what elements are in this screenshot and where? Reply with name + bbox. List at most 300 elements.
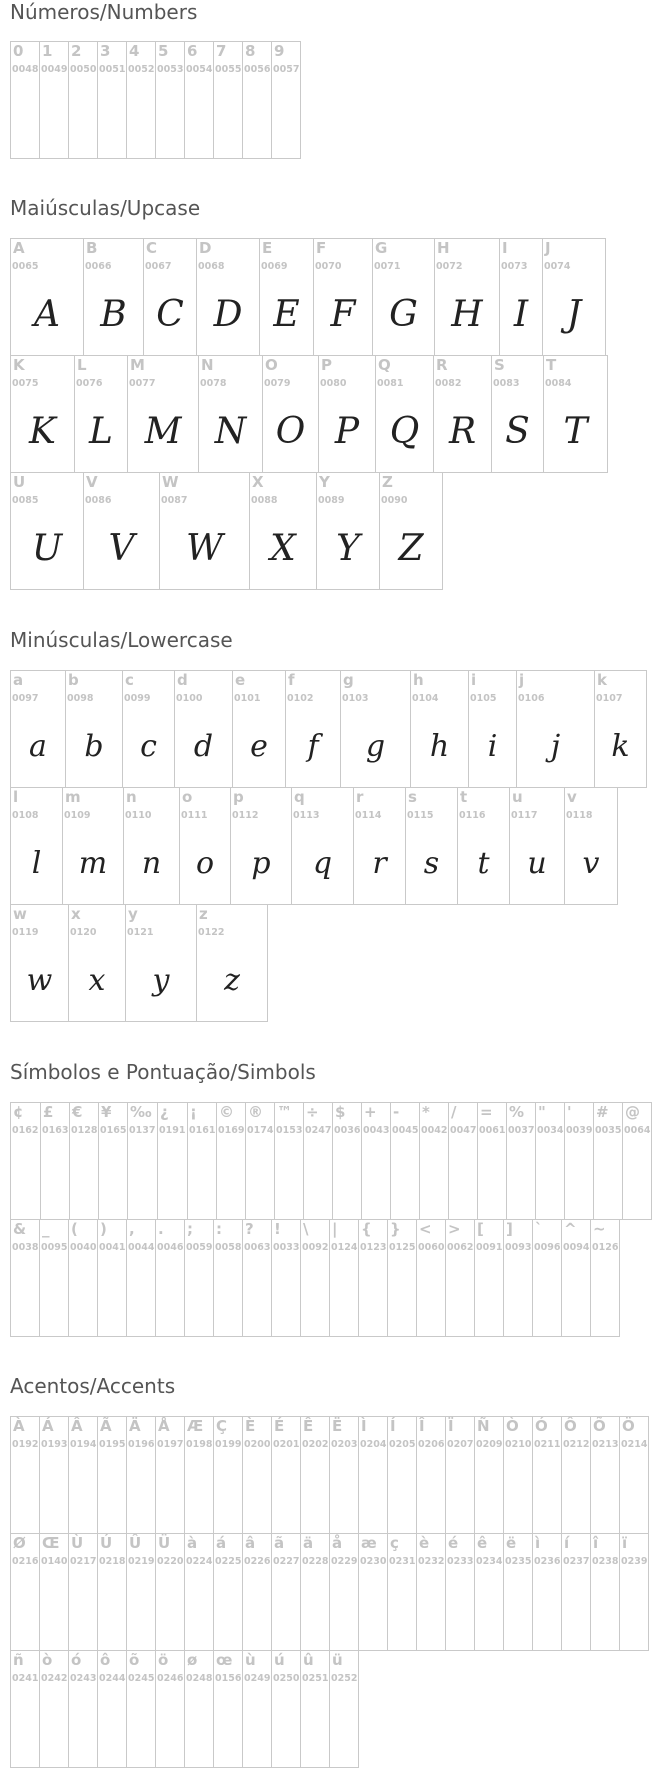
- glyph-code-label: 0213: [592, 1439, 619, 1450]
- glyph-cell: [122, 670, 175, 788]
- glyph-char-label: P: [321, 356, 332, 374]
- glyph-code-label: 0082: [435, 378, 462, 389]
- glyph-cell: [65, 670, 123, 788]
- glyph-cell: [187, 1102, 217, 1220]
- glyph-code-label: 0116: [459, 810, 486, 821]
- glyph-char-label: ô: [100, 1651, 111, 1669]
- glyph-code-label: 0075: [12, 378, 39, 389]
- glyph-char-label: \: [303, 1220, 309, 1238]
- glyph-cell: [184, 1219, 214, 1337]
- glyph-cell: [10, 787, 63, 905]
- glyph-sample: S: [505, 411, 530, 452]
- glyph-sample: K: [29, 411, 56, 452]
- glyph-code-label: 0238: [592, 1556, 619, 1567]
- glyph-code-label: 0156: [215, 1673, 242, 1684]
- glyph-char-label: û: [303, 1651, 314, 1669]
- glyph-char-label: 6: [187, 42, 198, 60]
- glyph-code-label: 0069: [261, 261, 288, 272]
- glyph-cell: [155, 1416, 185, 1534]
- glyph-code-label: 0046: [157, 1242, 184, 1253]
- glyph-char-label: ;: [187, 1220, 193, 1238]
- glyph-cell: [143, 238, 197, 356]
- section-title-symbols: Símbolos e Pontuação/Simbols: [10, 1060, 316, 1084]
- glyph-char-label: V: [86, 473, 98, 491]
- glyph-code-label: 0211: [534, 1439, 561, 1450]
- glyph-char-label: %: [509, 1103, 525, 1121]
- glyph-cell: [69, 1102, 99, 1220]
- glyph-cell: [593, 1102, 623, 1220]
- glyph-char-label: u: [512, 788, 523, 806]
- glyph-code-label: 0202: [302, 1439, 329, 1450]
- glyph-char-label: z: [199, 905, 208, 923]
- glyph-cell: [329, 1219, 359, 1337]
- glyph-cell: [448, 1102, 478, 1220]
- glyph-cell: [313, 238, 373, 356]
- glyph-code-label: 0104: [412, 693, 439, 704]
- glyph-char-label: S: [494, 356, 505, 374]
- glyph-char-label: ÷: [306, 1103, 319, 1121]
- section-title-lowercase: Minúsculas/Lowercase: [10, 628, 233, 652]
- glyph-code-label: 0058: [215, 1242, 242, 1253]
- glyph-code-label: 0122: [198, 927, 225, 938]
- glyph-char-label: |: [332, 1220, 338, 1238]
- glyph-cell: [622, 1102, 652, 1220]
- glyph-code-label: 0191: [159, 1125, 186, 1136]
- glyph-cell: [97, 1650, 127, 1768]
- glyph-cell: [196, 238, 260, 356]
- glyph-code-label: 0126: [592, 1242, 619, 1253]
- glyph-cell: [564, 787, 618, 905]
- glyph-code-label: 0244: [99, 1673, 126, 1684]
- glyph-code-label: 0087: [161, 495, 188, 506]
- glyph-sample: y: [152, 963, 170, 998]
- glyph-code-label: 0054: [186, 64, 213, 75]
- glyph-char-label: Æ: [187, 1417, 204, 1435]
- glyph-cell: [509, 787, 565, 905]
- glyph-code-label: 0153: [276, 1125, 303, 1136]
- glyph-cell: [213, 41, 243, 159]
- glyph-code-label: 0072: [436, 261, 463, 272]
- glyph-code-label: 0206: [418, 1439, 445, 1450]
- glyph-cell: [340, 670, 411, 788]
- glyph-code-label: 0102: [287, 693, 314, 704]
- glyph-code-label: 0237: [563, 1556, 590, 1567]
- glyph-sample: o: [195, 846, 215, 881]
- glyph-code-label: 0073: [501, 261, 528, 272]
- glyph-code-label: 0227: [273, 1556, 300, 1567]
- glyph-code-label: 0097: [12, 693, 39, 704]
- glyph-char-label: >: [448, 1220, 461, 1238]
- glyph-char-label: 1: [42, 42, 53, 60]
- glyph-cell: [157, 1102, 188, 1220]
- glyph-code-label: 0219: [128, 1556, 155, 1567]
- glyph-char-label: ç: [390, 1534, 399, 1552]
- glyph-code-label: 0201: [273, 1439, 300, 1450]
- glyph-sample: D: [213, 294, 243, 335]
- glyph-char-label: r: [356, 788, 364, 806]
- glyph-cell: [230, 787, 292, 905]
- glyph-cell: [477, 1102, 507, 1220]
- glyph-char-label: ö: [158, 1651, 169, 1669]
- glyph-cell: [184, 41, 214, 159]
- glyph-char-label: ê: [477, 1534, 488, 1552]
- glyph-cell: [155, 1650, 185, 1768]
- glyph-cell: [97, 41, 127, 159]
- glyph-code-label: 0124: [331, 1242, 358, 1253]
- glyph-code-label: 0103: [342, 693, 369, 704]
- glyph-cell: [468, 670, 517, 788]
- glyph-cell: [271, 1219, 301, 1337]
- glyph-cell: [184, 1416, 214, 1534]
- glyph-code-label: 0057: [273, 64, 300, 75]
- glyph-char-label: Û: [129, 1534, 142, 1552]
- glyph-code-label: 0169: [218, 1125, 245, 1136]
- glyph-sample: r: [372, 846, 387, 881]
- glyph-char-label: &: [13, 1220, 27, 1238]
- glyph-char-label: Ö: [622, 1417, 635, 1435]
- glyph-cell: [39, 1219, 69, 1337]
- glyph-char-label: ®: [248, 1103, 263, 1121]
- glyph-cell: [358, 1219, 388, 1337]
- glyph-char-label: õ: [129, 1651, 140, 1669]
- glyph-char-label: K: [13, 356, 25, 374]
- glyph-char-label: Ï: [448, 1417, 454, 1435]
- glyph-char-label: ™: [277, 1103, 292, 1121]
- glyph-code-label: 0233: [447, 1556, 474, 1567]
- glyph-cell: [242, 41, 272, 159]
- glyph-char-label: g: [343, 671, 354, 689]
- glyph-cell: [387, 1416, 417, 1534]
- glyph-code-label: 0236: [534, 1556, 561, 1567]
- glyph-code-label: 0246: [157, 1673, 184, 1684]
- glyph-char-label: {: [361, 1220, 372, 1238]
- glyph-char-label: x: [71, 905, 81, 923]
- glyph-code-label: 0200: [244, 1439, 271, 1450]
- glyph-char-label: ¢: [13, 1103, 24, 1121]
- glyph-code-label: 0093: [505, 1242, 532, 1253]
- glyph-char-label: ù: [245, 1651, 256, 1669]
- glyph-cell: [126, 1650, 156, 1768]
- glyph-char-label: É: [274, 1417, 285, 1435]
- glyph-code-label: 0165: [100, 1125, 127, 1136]
- glyph-code-label: 0079: [264, 378, 291, 389]
- glyph-code-label: 0198: [186, 1439, 213, 1450]
- glyph-cell: [445, 1533, 475, 1651]
- glyph-char-label: Í: [390, 1417, 396, 1435]
- glyph-sample: T: [563, 411, 588, 452]
- glyph-char-label: â: [245, 1534, 256, 1552]
- glyph-code-label: 0231: [389, 1556, 416, 1567]
- glyph-char-label: _: [42, 1220, 50, 1238]
- section-title-upcase: Maiúsculas/Upcase: [10, 196, 201, 220]
- glyph-sample: H: [451, 294, 483, 335]
- glyph-code-label: 0252: [331, 1673, 358, 1684]
- glyph-cell: [416, 1416, 446, 1534]
- glyph-char-label: 9: [274, 42, 285, 60]
- glyph-char-label: é: [448, 1534, 459, 1552]
- glyph-sample: q: [312, 846, 333, 881]
- glyph-char-label: ä: [303, 1534, 314, 1552]
- glyph-code-label: 0119: [12, 927, 39, 938]
- glyph-cell: [68, 41, 98, 159]
- glyph-code-label: 0038: [12, 1242, 39, 1253]
- glyph-cell: [503, 1533, 533, 1651]
- section-title-numbers: Números/Numbers: [10, 0, 198, 24]
- glyph-cell: [155, 41, 185, 159]
- glyph-cell: [358, 1416, 388, 1534]
- glyph-char-label: #: [596, 1103, 609, 1121]
- glyph-code-label: 0044: [128, 1242, 155, 1253]
- glyph-cell: [125, 904, 197, 1022]
- glyph-code-label: 0092: [302, 1242, 329, 1253]
- glyph-code-label: 0084: [545, 378, 572, 389]
- glyph-code-label: 0106: [518, 693, 545, 704]
- glyph-char-label: `: [535, 1220, 543, 1238]
- glyph-code-label: 0123: [360, 1242, 387, 1253]
- glyph-char-label: Ô: [564, 1417, 577, 1435]
- glyph-code-label: 0061: [479, 1125, 506, 1136]
- glyph-cell: [242, 1416, 272, 1534]
- glyph-char-label: t: [460, 788, 468, 806]
- glyph-code-label: 0091: [476, 1242, 503, 1253]
- glyph-sample: j: [550, 729, 561, 764]
- glyph-cell: [474, 1533, 504, 1651]
- glyph-cell: [10, 670, 66, 788]
- glyph-char-label: /: [451, 1103, 457, 1121]
- glyph-cell: [10, 1102, 41, 1220]
- glyph-cell: [561, 1416, 591, 1534]
- glyph-cell: [516, 670, 595, 788]
- glyph-code-label: 0050: [70, 64, 97, 75]
- glyph-char-label: *: [422, 1103, 430, 1121]
- glyph-char-label: q: [294, 788, 305, 806]
- glyph-code-label: 0224: [186, 1556, 213, 1567]
- glyph-cell: [97, 1219, 127, 1337]
- glyph-code-label: 0051: [99, 64, 126, 75]
- glyph-cell: [39, 1533, 69, 1651]
- glyph-code-label: 0045: [392, 1125, 419, 1136]
- glyph-char-label: (: [71, 1220, 78, 1238]
- glyph-code-label: 0053: [157, 64, 184, 75]
- glyph-code-label: 0085: [12, 495, 39, 506]
- glyph-sample: I: [513, 294, 529, 335]
- glyph-char-label: B: [86, 239, 98, 257]
- glyph-cell: [416, 1533, 446, 1651]
- glyph-char-label: ã: [274, 1534, 285, 1552]
- glyph-cell: [179, 787, 231, 905]
- glyph-cell: [40, 1102, 70, 1220]
- glyph-char-label: R: [436, 356, 448, 374]
- glyph-code-label: 0052: [128, 64, 155, 75]
- glyph-sample: e: [250, 729, 268, 764]
- glyph-char-label: ó: [71, 1651, 82, 1669]
- glyph-cell: [419, 1102, 449, 1220]
- glyph-cell: [213, 1650, 243, 1768]
- glyph-code-label: 0080: [320, 378, 347, 389]
- glyph-sample: u: [527, 846, 547, 881]
- glyph-code-label: 0090: [381, 495, 408, 506]
- glyph-code-label: 0049: [41, 64, 68, 75]
- glyph-char-label: =: [480, 1103, 493, 1121]
- glyph-char-label: 4: [129, 42, 140, 60]
- glyph-code-label: 0083: [493, 378, 520, 389]
- glyph-code-label: 0239: [621, 1556, 648, 1567]
- glyph-char-label: €: [72, 1103, 83, 1121]
- glyph-code-label: 0197: [157, 1439, 184, 1450]
- glyph-char-label: ©: [219, 1103, 234, 1121]
- glyph-cell: [474, 1219, 504, 1337]
- glyph-code-label: 0041: [99, 1242, 126, 1253]
- glyph-char-label: I: [502, 239, 508, 257]
- glyph-code-label: 0040: [70, 1242, 97, 1253]
- glyph-code-label: 0195: [99, 1439, 126, 1450]
- glyph-code-label: 0205: [389, 1439, 416, 1450]
- glyph-cell: [300, 1416, 330, 1534]
- glyph-code-label: 0068: [198, 261, 225, 272]
- glyph-code-label: 0114: [355, 810, 382, 821]
- glyph-char-label: J: [545, 239, 551, 257]
- glyph-char-label: ^: [564, 1220, 577, 1238]
- glyph-cell: [332, 1102, 362, 1220]
- glyph-char-label: ~: [593, 1220, 606, 1238]
- glyph-cell: [543, 355, 608, 473]
- glyph-code-label: 0128: [71, 1125, 98, 1136]
- glyph-cell: [127, 1102, 158, 1220]
- glyph-char-label: Z: [382, 473, 393, 491]
- glyph-char-label: o: [182, 788, 193, 806]
- glyph-char-label: ": [538, 1103, 546, 1121]
- glyph-char-label: ë: [506, 1534, 517, 1552]
- glyph-cell: [561, 1219, 591, 1337]
- glyph-cell: [387, 1533, 417, 1651]
- glyph-cell: [10, 472, 84, 590]
- glyph-cell: [83, 238, 144, 356]
- glyph-cell: [300, 1533, 330, 1651]
- glyph-char-label: h: [413, 671, 424, 689]
- glyph-char-label: ì: [535, 1534, 541, 1552]
- glyph-code-label: 0036: [334, 1125, 361, 1136]
- glyph-cell: [303, 1102, 333, 1220]
- glyph-char-label: Ù: [71, 1534, 84, 1552]
- glyph-code-label: 0101: [234, 693, 261, 704]
- glyph-cell: [123, 787, 180, 905]
- glyph-cell: [532, 1219, 562, 1337]
- glyph-sample: z: [224, 963, 240, 998]
- glyph-char-label: Ø: [13, 1534, 26, 1552]
- glyph-cell: [196, 904, 268, 1022]
- glyph-code-label: 0174: [247, 1125, 274, 1136]
- glyph-char-label: $: [335, 1103, 346, 1121]
- glyph-sample: t: [477, 846, 490, 881]
- glyph-code-label: 0062: [447, 1242, 474, 1253]
- glyph-code-label: 0226: [244, 1556, 271, 1567]
- glyph-char-label: ¥: [101, 1103, 112, 1121]
- glyph-char-label: [: [477, 1220, 484, 1238]
- glyph-code-label: 0245: [128, 1673, 155, 1684]
- glyph-code-label: 0086: [85, 495, 112, 506]
- glyph-char-label: ò: [42, 1651, 53, 1669]
- glyph-code-label: 0214: [621, 1439, 648, 1450]
- glyph-sample: b: [84, 729, 104, 764]
- glyph-char-label: à: [187, 1534, 198, 1552]
- glyph-code-label: 0063: [244, 1242, 271, 1253]
- glyph-sample: x: [88, 963, 106, 998]
- glyph-sample: h: [429, 729, 450, 764]
- glyph-code-label: 0059: [186, 1242, 213, 1253]
- glyph-cell: [10, 1219, 40, 1337]
- glyph-sample: N: [214, 411, 247, 452]
- glyph-char-label: ]: [506, 1220, 513, 1238]
- glyph-cell: [213, 1416, 243, 1534]
- glyph-code-label: 0248: [186, 1673, 213, 1684]
- glyph-cell: [445, 1219, 475, 1337]
- glyph-code-label: 0064: [624, 1125, 651, 1136]
- glyph-cell: [159, 472, 250, 590]
- glyph-cell: [83, 472, 160, 590]
- glyph-sample: v: [582, 846, 600, 881]
- glyph-char-label: Ç: [216, 1417, 228, 1435]
- glyph-char-label: Å: [158, 1417, 170, 1435]
- glyph-code-label: 0115: [407, 810, 434, 821]
- glyph-sample: X: [270, 528, 296, 569]
- glyph-cell: [387, 1219, 417, 1337]
- glyph-code-label: 0035: [595, 1125, 622, 1136]
- glyph-code-label: 0074: [544, 261, 571, 272]
- glyph-code-label: 0140: [41, 1556, 68, 1567]
- glyph-cell: [274, 1102, 304, 1220]
- glyph-char-label: æ: [361, 1534, 377, 1552]
- glyph-char-label: l: [13, 788, 19, 806]
- glyph-cell: [249, 472, 317, 590]
- glyph-sample: f: [307, 729, 319, 764]
- glyph-cell: [68, 1219, 98, 1337]
- glyph-cell: [329, 1416, 359, 1534]
- glyph-code-label: 0055: [215, 64, 242, 75]
- glyph-code-label: 0220: [157, 1556, 184, 1567]
- glyph-char-label: ): [100, 1220, 107, 1238]
- glyph-code-label: 0228: [302, 1556, 329, 1567]
- glyph-code-label: 0117: [511, 810, 538, 821]
- glyph-cell: [97, 1533, 127, 1651]
- glyph-cell: [271, 1416, 301, 1534]
- glyph-cell: [434, 238, 500, 356]
- glyph-char-label: 5: [158, 42, 169, 60]
- glyph-code-label: 0203: [331, 1439, 358, 1450]
- glyph-cell: [300, 1650, 330, 1768]
- glyph-char-label: 0: [13, 42, 24, 60]
- glyph-code-label: 0110: [125, 810, 152, 821]
- glyph-char-label: 7: [216, 42, 227, 60]
- glyph-char-label: <: [419, 1220, 432, 1238]
- glyph-code-label: 0109: [64, 810, 91, 821]
- glyph-sample: Q: [389, 411, 420, 452]
- glyph-code-label: 0241: [12, 1673, 39, 1684]
- glyph-code-label: 0067: [145, 261, 172, 272]
- glyph-cell: [594, 670, 647, 788]
- glyph-cell: [126, 1533, 156, 1651]
- glyph-code-label: 0095: [41, 1242, 68, 1253]
- glyph-char-label: œ: [216, 1651, 233, 1669]
- glyph-char-label: W: [162, 473, 179, 491]
- glyph-cell: [590, 1416, 620, 1534]
- glyph-code-label: 0070: [315, 261, 342, 272]
- glyph-sample: c: [140, 729, 157, 764]
- glyph-char-label: Î: [419, 1417, 425, 1435]
- glyph-char-label: í: [564, 1534, 570, 1552]
- glyph-char-label: Q: [378, 356, 391, 374]
- glyph-code-label: 0235: [505, 1556, 532, 1567]
- glyph-sample: n: [141, 846, 162, 881]
